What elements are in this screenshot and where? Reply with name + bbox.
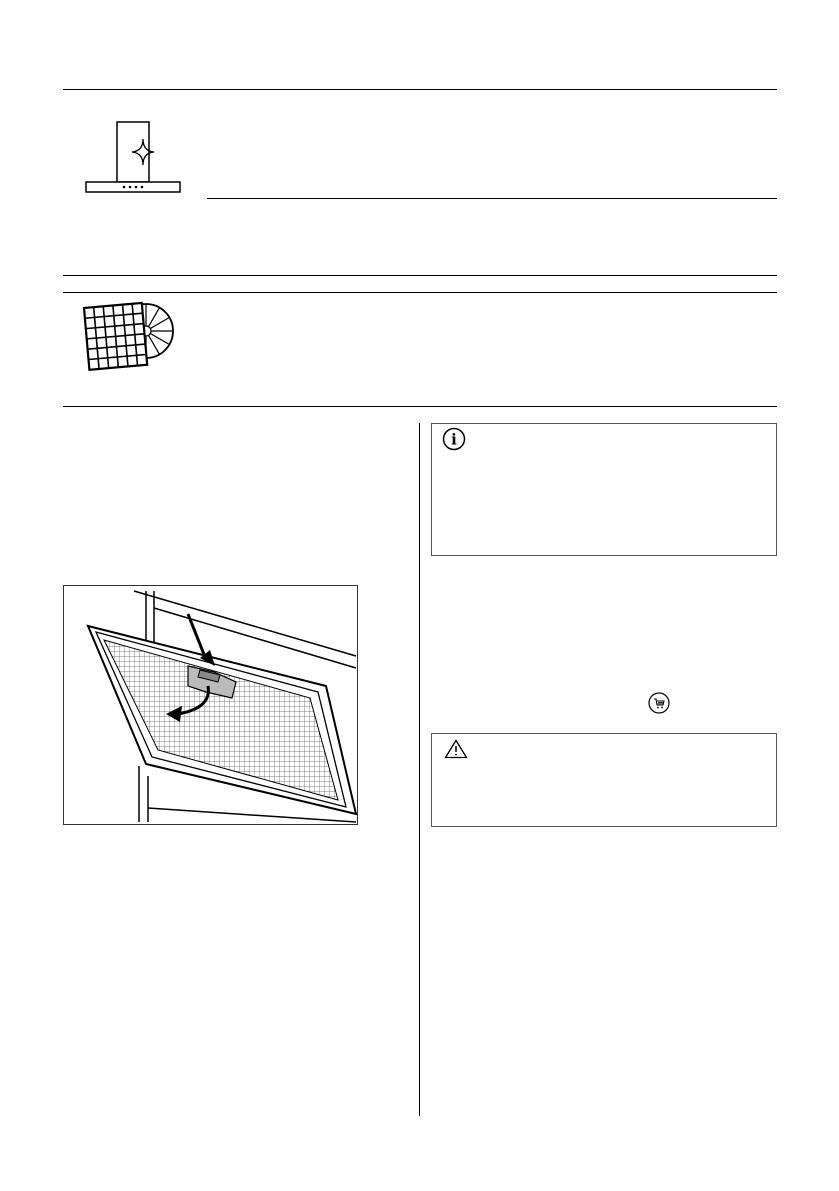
grease-filter-removal-illustration [64,586,357,824]
column-divider [419,423,420,1116]
svg-text:i: i [451,430,457,449]
section2-top-rule [63,275,777,276]
info-box [431,423,777,556]
grease-and-carbon-filter-icon [80,298,178,378]
warning-triangle-icon [444,739,468,759]
section2-second-rule [63,292,777,293]
section2-bottom-rule [63,406,777,407]
cooker-hood-cleaning-icon [84,120,182,196]
info-icon [442,427,466,451]
grease-filter-removal-figure [63,585,358,825]
shop-cart-icon [648,692,670,714]
section-top-rule [63,89,777,90]
warning-box [431,733,777,827]
section-header-underline [207,198,777,199]
